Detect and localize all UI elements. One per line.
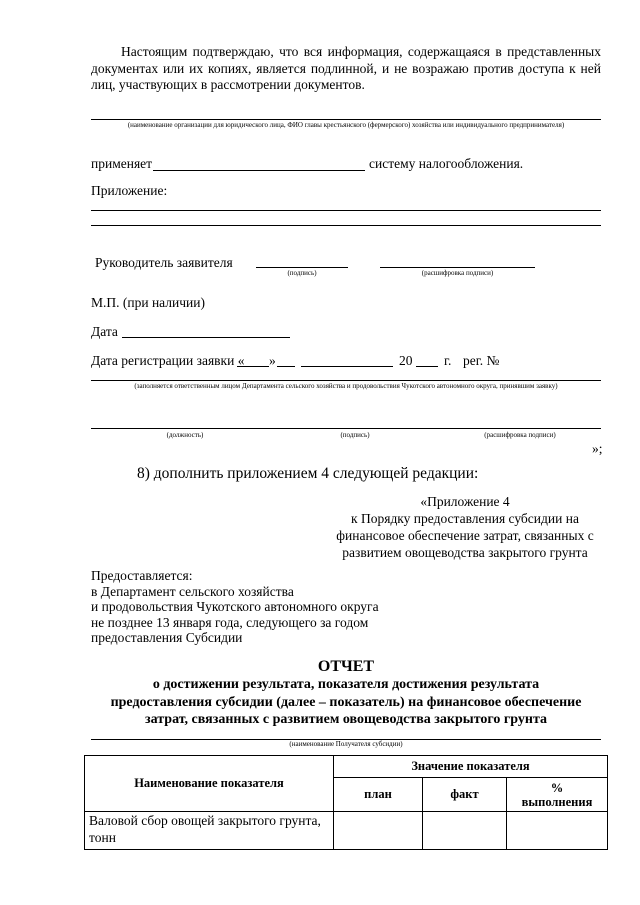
appendix-line-1: «Приложение 4 bbox=[420, 494, 510, 509]
appendix-line-2: к Порядку предоставления субсидии на bbox=[351, 511, 579, 526]
confirmation-paragraph: Настоящим подтверждаю, что вся информация, содержащаяся в представленных документах или их копиях, является подлинной, и не возражаю против доступа к ней лиц, участвующих в рассмотрении документов. bbox=[91, 44, 601, 92]
applies-prefix: применяет bbox=[91, 156, 153, 171]
attachment-label: Приложение: bbox=[91, 183, 168, 198]
date-line bbox=[122, 337, 290, 338]
indicator-table bbox=[84, 755, 608, 850]
submission-block bbox=[91, 568, 379, 646]
signature-caption-2: (подпись) bbox=[340, 431, 370, 439]
filled-caption: (заполняется ответственным лицом Департамента сельского хозяйства и продовольствия Чукотского автономного округа, принявшим заявку) bbox=[134, 382, 558, 390]
filled-line bbox=[91, 380, 601, 381]
submit-line-3: и продовольствия Чукотского автономного округа bbox=[91, 599, 379, 615]
attachment-line-2 bbox=[91, 225, 601, 226]
report-title: ОТЧЕТ bbox=[317, 658, 375, 675]
applies-suffix: систему налогообложения. bbox=[369, 156, 524, 171]
appendix-header bbox=[330, 493, 600, 561]
row-percent-cell[interactable] bbox=[507, 812, 608, 850]
reg-quote-close: » bbox=[269, 353, 276, 368]
row-plan-cell[interactable] bbox=[334, 812, 423, 850]
reg-date-label: Дата регистрации заявки « bbox=[91, 353, 245, 368]
signature-decoding-caption: (расшифровка подписи) bbox=[421, 269, 494, 277]
appendix-line-4: развитием овощеводства закрытого грунта bbox=[342, 545, 588, 560]
reg-number-label: рег. № bbox=[463, 353, 500, 368]
submit-line-2: в Департамент сельского хозяйства bbox=[91, 583, 294, 599]
attachment-line-1 bbox=[91, 210, 601, 211]
end-quote: »; bbox=[592, 441, 603, 456]
tax-system-line bbox=[153, 170, 365, 171]
percent-sign: % bbox=[550, 780, 564, 795]
appendix-line-3: финансовое обеспечение затрат, связанных с bbox=[336, 528, 594, 543]
col-plan-header: план bbox=[334, 778, 423, 812]
date-label: Дата bbox=[91, 324, 118, 339]
row-fact-cell[interactable] bbox=[423, 812, 507, 850]
col-name-header: Наименование показателя bbox=[85, 756, 334, 812]
report-subtitle-line-1: о достижении результата, показателя достижения результата bbox=[152, 677, 540, 692]
col-value-header: Значение показателя bbox=[334, 756, 608, 778]
submit-line-4: не позднее 13 января года, следующего за годом bbox=[91, 614, 369, 630]
report-subtitle-line-2: предоставления субсидии (далее – показатель) на финансовое обеспечение bbox=[110, 694, 582, 710]
submit-line-1: Предоставляется: bbox=[91, 568, 193, 583]
submit-line-5: предоставления Субсидии bbox=[91, 630, 243, 646]
official-line bbox=[91, 428, 601, 429]
col-fact-header: факт bbox=[423, 778, 507, 812]
head-signature-line bbox=[256, 267, 348, 268]
position-caption: (должность) bbox=[166, 431, 204, 439]
head-decoding-line bbox=[380, 267, 535, 268]
reg-day-line bbox=[237, 366, 269, 367]
reg-year-line bbox=[416, 366, 438, 367]
signature-caption: (подпись) bbox=[287, 269, 317, 277]
org-caption: (наименование организации для юридического лица, ФИО главы крестьянского (фермерского) хозяйства или индивидуального предпринимателя) bbox=[127, 121, 565, 129]
row-indicator-name: Валовой сбор овощей закрытого грунта, тонн bbox=[85, 812, 334, 850]
percent-label: выполнения bbox=[521, 794, 593, 809]
reg-year: 20 bbox=[399, 353, 413, 368]
report-subtitle-line-3: затрат, связанных с развитием овощеводства закрытого грунта bbox=[145, 712, 547, 727]
reg-g: г. bbox=[444, 353, 452, 368]
report-subtitle bbox=[91, 676, 601, 729]
col-percent-header bbox=[507, 778, 608, 812]
org-name-line bbox=[91, 119, 601, 120]
reg-month-short-line bbox=[277, 366, 295, 367]
recipient-caption: (наименование Получателя субсидии) bbox=[289, 740, 403, 748]
signature-decoding-caption-2: (расшифровка подписи) bbox=[484, 431, 556, 439]
stamp-label: М.П. (при наличии) bbox=[91, 295, 205, 310]
reg-month-line bbox=[301, 366, 393, 367]
head-label: Руководитель заявителя bbox=[95, 255, 233, 270]
item-8: 8) дополнить приложением 4 следующей редакции: bbox=[137, 465, 479, 482]
